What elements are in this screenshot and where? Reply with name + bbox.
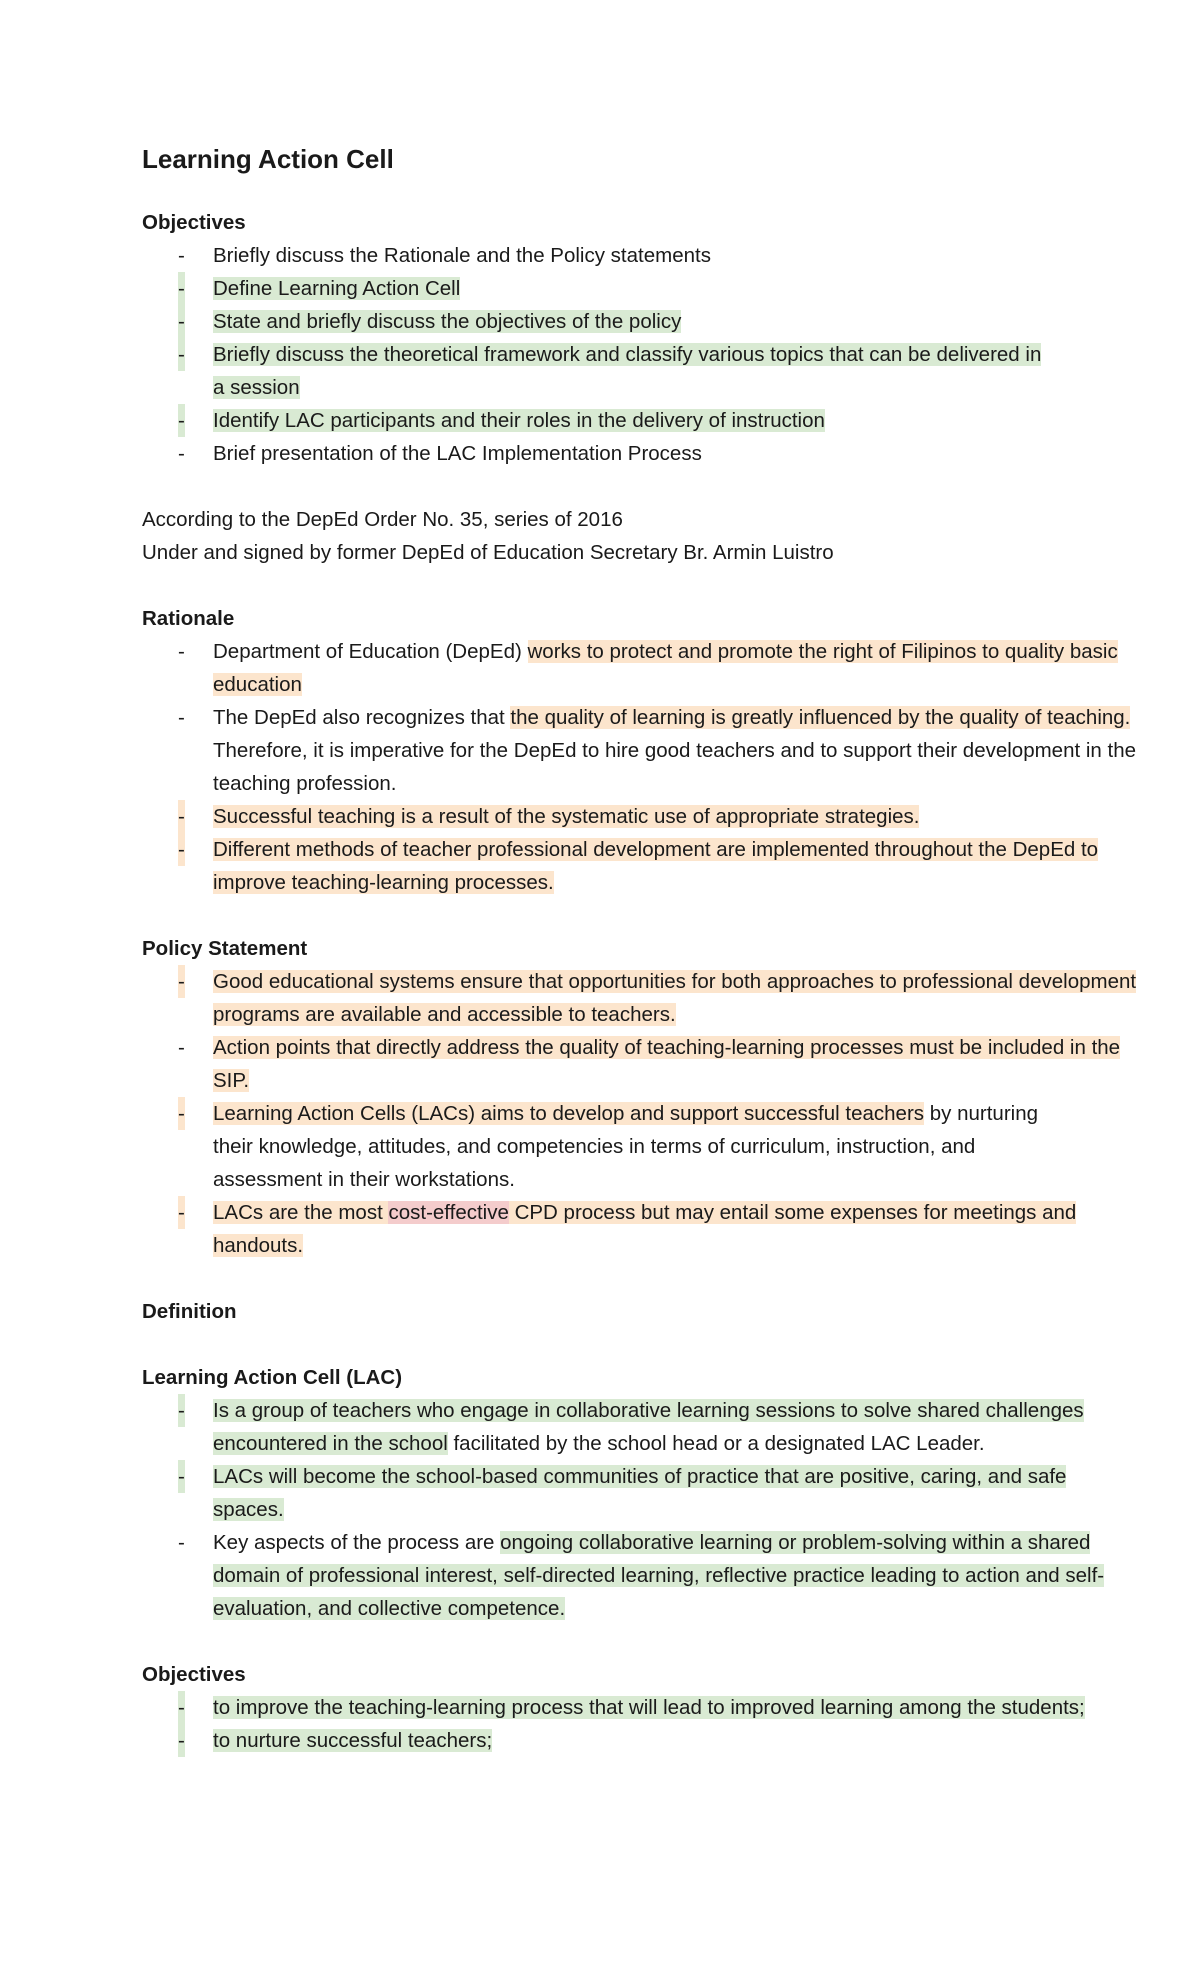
list-item (142, 404, 1072, 437)
dash-bullet: - (178, 833, 185, 866)
policy-highlight: CPD process but may entail some expenses for meetings and handouts. (213, 1201, 1077, 1257)
objective-text: Identify LAC participants and their roles in the delivery of instruction (213, 409, 825, 432)
objectives-list (142, 239, 1072, 470)
list-item (142, 1724, 1072, 1757)
list-item (142, 800, 1072, 833)
lac-highlight: ongoing collaborative learning or problem-solving within a shared domain of professional interest, self-directed learning, reflective practice leading to action and self-evaluation, and collective competence. (213, 1531, 1105, 1620)
policy-text: by nurturing their knowledge, attitudes, and competencies in terms of curriculum, instruction, and assessment in their workstations. (213, 1102, 1038, 1191)
list-item (142, 1097, 1073, 1196)
rationale-highlight: Successful teaching is a result of the systematic use of appropriate strategies. (213, 805, 920, 828)
list-item (142, 965, 1143, 1031)
rationale-text: The DepEd also recognizes that (213, 706, 511, 729)
dash-bullet: - (178, 338, 185, 371)
objective2-text: to improve the teaching-learning process that will lead to improved learning among the students; (213, 1696, 1085, 1719)
definition-heading: Definition (142, 1300, 237, 1323)
list-item (142, 1394, 1143, 1460)
policy-list (142, 965, 1137, 1262)
list-item (142, 833, 1113, 899)
rationale-highlight: works to protect and promote the right of Filipinos to quality basic education (213, 640, 1118, 696)
dash-bullet: - (178, 1691, 185, 1724)
document-title: Learning Action Cell (142, 144, 394, 174)
objectives2-list (142, 1691, 1085, 1757)
objective-text: Brief presentation of the LAC Implementation Process (213, 442, 702, 465)
list-item (142, 1691, 1133, 1724)
lac-heading: Learning Action Cell (LAC) (142, 1366, 403, 1389)
rationale-list (142, 635, 1137, 899)
policy-highlight: Action points that directly address the quality of teaching-learning processes must be included in the SIP. (213, 1036, 1121, 1092)
dash-bullet: - (178, 404, 185, 437)
lac-highlight: Is a group of teachers who engage in collaborative learning sessions to solve shared challenges encountered in the school (213, 1399, 1084, 1455)
dash-bullet: - (178, 1724, 185, 1757)
dash-bullet: - (178, 1036, 185, 1059)
policy-highlight: LACs are the most (213, 1201, 389, 1224)
dash-bullet: - (178, 800, 185, 833)
dash-bullet: - (178, 442, 185, 465)
spacer (142, 1262, 1072, 1295)
objective-text: Define Learning Action Cell (213, 277, 461, 300)
rationale-heading: Rationale (142, 607, 235, 630)
lac-text: Key aspects of the process are (213, 1531, 501, 1554)
dash-bullet: - (178, 1394, 185, 1427)
objectives2-heading: Objectives (142, 1663, 246, 1686)
objective-text: Briefly discuss the Rationale and the Policy statements (213, 244, 711, 267)
objective-text: Briefly discuss the theoretical framework and classify various topics that can be delivered in a session (213, 343, 1042, 399)
rationale-text: Therefore, it is imperative for the DepEd to hire good teachers and to support their development in the teaching profession. (213, 739, 1137, 795)
list-item (142, 437, 1072, 470)
spacer (142, 1328, 1072, 1361)
dash-bullet: - (178, 640, 185, 663)
intro-line: Under and signed by former DepEd of Education Secretary Br. Armin Luistro (142, 541, 834, 564)
dash-bullet: - (178, 965, 185, 998)
list-item (142, 239, 1072, 272)
lac-list (142, 1394, 1105, 1625)
objectives-heading: Objectives (142, 211, 246, 234)
policy-highlight: Good educational systems ensure that opportunities for both approaches to professional development programs are available and accessible to teachers. (213, 970, 1137, 1026)
rationale-highlight: the quality of learning is greatly influenced by the quality of teaching. (510, 706, 1131, 729)
spacer (142, 1625, 1072, 1658)
policy-heading: Policy Statement (142, 937, 308, 960)
list-item (142, 1460, 1113, 1526)
rationale-text: Department of Education (DepEd) (213, 640, 528, 663)
list-item (142, 701, 1143, 800)
dash-bullet: - (178, 1196, 185, 1229)
dash-bullet: - (178, 1460, 185, 1493)
dash-bullet: - (178, 1097, 185, 1130)
list-item (142, 338, 1048, 404)
dash-bullet: - (178, 706, 185, 729)
rationale-highlight: Different methods of teacher professional development are implemented throughout the DepEd to improve teaching-learning processes. (213, 838, 1099, 894)
list-item (142, 635, 1143, 701)
list-item (142, 305, 1072, 338)
spacer (142, 470, 1072, 503)
spacer (142, 569, 1072, 602)
list-item (142, 272, 1072, 305)
dash-bullet: - (178, 305, 185, 338)
policy-highlight: Learning Action Cells (LACs) aims to develop and support successful teachers (213, 1102, 925, 1125)
intro-line: According to the DepEd Order No. 35, series of 2016 (142, 508, 623, 531)
dash-bullet: - (178, 1531, 185, 1554)
lac-highlight: LACs will become the school-based communities of practice that are positive, caring, and safe spaces. (213, 1465, 1067, 1521)
spacer (142, 899, 1072, 932)
lac-text: facilitated by the school head or a designated LAC Leader. (447, 1432, 985, 1455)
dash-bullet: - (178, 244, 185, 267)
list-item (142, 1031, 1133, 1097)
objective2-text: to nurture successful teachers; (213, 1729, 493, 1752)
list-item (142, 1196, 1143, 1262)
dash-bullet: - (178, 272, 185, 305)
objective-text: State and briefly discuss the objectives of the policy (213, 310, 682, 333)
list-item (142, 1526, 1133, 1625)
policy-red-highlight: cost-effective (388, 1201, 509, 1224)
document-content (142, 142, 1137, 1757)
